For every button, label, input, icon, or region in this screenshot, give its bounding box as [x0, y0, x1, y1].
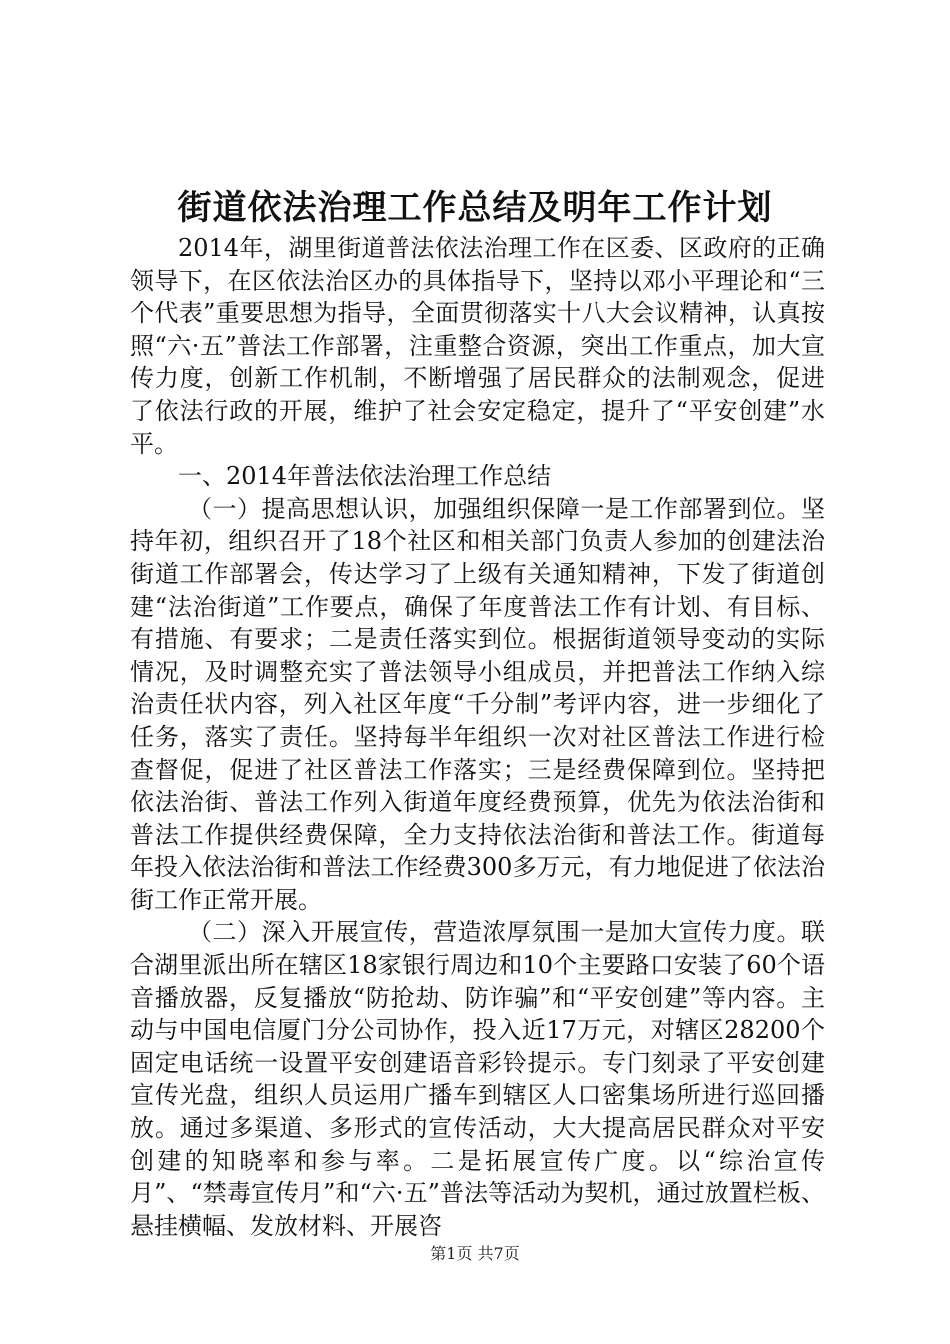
subsection-paragraph-1: （一）提高思想认识，加强组织保障一是工作部署到位。坚持年初，组织召开了18个社区和相关部门负责人参加的创建法治街道工作部署会，传达学习了上级有关通知精神，下发了街道创建“法治街道”工作要点，确保了年度普法工作有计划、有目标、有措施、有要求；二是责任落实到位。根据街道领导变动的实际情况，及时调整充实了普法领导小组成员，并把普法工作纳入综治责任状内容，列入社区年度“千分制”考评内容，进一步细化了任务，落实了责任。坚持每半年组织一次对社区普法工作进行检查督促，促进了社区普法工作落实；三是经费保障到位。坚持把依法治街、普法工作列入街道年度经费预算，优先为依法治街和普法工作提供经费保障，全力支持依法治街和普法工作。街道每年投入依法治街和普法工作经费300多万元，有力地促进了依法治街工作正常开展。	[130, 494, 825, 914]
intro-paragraph: 2014年，湖里街道普法依法治理工作在区委、区政府的正确领导下，在区依法治区办的具体指导下，坚持以邓小平理论和“三个代表”重要思想为指导，全面贯彻落实十八大会议精神，认真按照“六·五”普法工作部署，注重整合资源，突出工作重点，加大宣传力度，创新工作机制，不断增强了居民群众的法制观念，促进了依法行政的开展，维护了社会安定稳定，提升了“平安创建”水平。	[130, 234, 825, 458]
page-footer: 第1页 共7页	[430, 1244, 520, 1263]
section-heading: 一、2014年普法依法治理工作总结	[178, 462, 552, 491]
document-body	[130, 232, 825, 1242]
subsection-paragraph-2: （二）深入开展宣传，营造浓厚氛围一是加大宣传力度。联合湖里派出所在辖区18家银行周边和10个主要路口安装了60个语音播放器，反复播放“防抢劫、防诈骗”和“平安创建”等内容。主动与中国电信厦门分公司协作，投入近17万元，对辖区28200个固定电话统一设置平安创建语音彩铃提示。专门刻录了平安创建宣传光盘，组织人员运用广播车到辖区人口密集场所进行巡回播放。通过多渠道、多形式的宣传活动，大大提高居民群众对平安创建的知晓率和参与率。二是拓展宣传广度。以“综治宣传月”、“禁毒宣传月”和“六·五”普法等活动为契机，通过放置栏板、悬挂横幅、发放材料、开展咨	[130, 918, 825, 1240]
document-title: 街道依法治理工作总结及明年工作计划	[177, 188, 773, 228]
